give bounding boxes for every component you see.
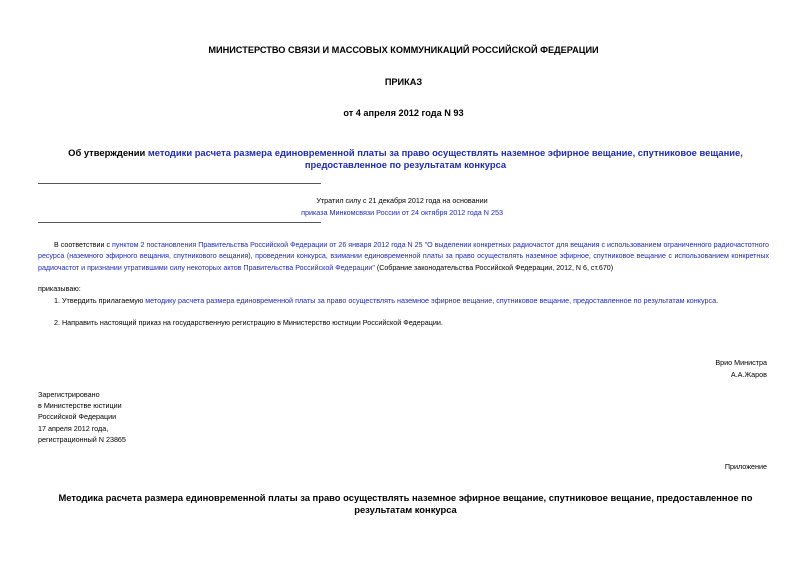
validity-note	[242, 195, 562, 218]
item1-prefix: 1. Утвердить прилагаемую	[54, 296, 146, 305]
validity-line: Утратил силу с 21 декабря 2012 года на основании	[316, 196, 488, 205]
doc-type-heading: ПРИКАЗ	[384, 77, 423, 87]
doc-date-number: от 4 апреля 2012 года N 93	[343, 108, 464, 118]
order-word: приказываю:	[38, 284, 81, 293]
title-prefix: Об утверждении	[68, 147, 148, 158]
appendix-title: Методика расчета размера единовременной платы за право осуществлять наземное эфирное вещание, спутниковое вещание, предоставленное по результатам конкурса	[58, 492, 753, 515]
order-item-2: 2. Направить настоящий приказ на государственную регистрацию в Министерство юстиции Российской Федерации.	[54, 318, 443, 327]
signature-block	[715, 357, 767, 380]
appendix-label: Приложение	[724, 462, 767, 471]
document-title	[38, 147, 773, 170]
signature-position: Врио Министра	[715, 358, 767, 367]
registration-block	[38, 389, 126, 445]
order-item-1	[54, 295, 769, 307]
divider-top	[38, 183, 321, 184]
registration-line: регистрационный N 23865	[38, 434, 126, 444]
registration-line: в Министерстве юстиции	[38, 401, 122, 411]
item1-methodology-link[interactable]: методику расчета размера единовременной платы за право осуществлять наземное эфирное вещание, спутниковое вещание, предоставленное по результатам конкурса	[145, 296, 717, 305]
signature-name: А.А.Жаров	[730, 369, 767, 379]
divider-bottom	[38, 222, 321, 223]
registration-line: 17 апреля 2012 года,	[38, 423, 109, 433]
registration-line: Зарегистрировано	[38, 390, 100, 399]
preamble-government-decree-link[interactable]: пунктом 2 постановления Правительства Российской Федерации от 26 января 2012 года N 25 "О выделении конкретных радиочастот для вещания с использованием ограниченного радиочастотного ресурса (наземного эфирного вещания, спутникового вещания), проведении конкурса, взимании единовременной платы за право осуществлять наземное эфирное, спутниковое вещание с использованием конкретных радиочастот и признании утратившими силу некоторых актов Правительства Российской Федерации"	[38, 241, 770, 272]
validity-order-link[interactable]: приказа Минкомсвязи России от 24 октября 2012 года N 253	[301, 207, 503, 217]
preamble-paragraph	[38, 240, 769, 274]
item1-suffix: .	[716, 296, 719, 305]
registration-line: Российской Федерации	[38, 412, 117, 422]
title-methodology-link[interactable]: методики расчета размера единовременной платы за право осуществлять наземное эфирное вещание, спутниковое вещание, предоставленное по результатам конкурса	[147, 147, 743, 170]
preamble-intro: В соответствии с	[54, 241, 113, 249]
preamble-source: (Собрание законодательства Российской Федерации, 2012, N 6, ст.670)	[374, 263, 614, 272]
ministry-heading: МИНИСТЕРСТВО СВЯЗИ И МАССОВЫХ КОММУНИКАЦИЙ РОССИЙСКОЙ ФЕДЕРАЦИИ	[208, 45, 599, 55]
